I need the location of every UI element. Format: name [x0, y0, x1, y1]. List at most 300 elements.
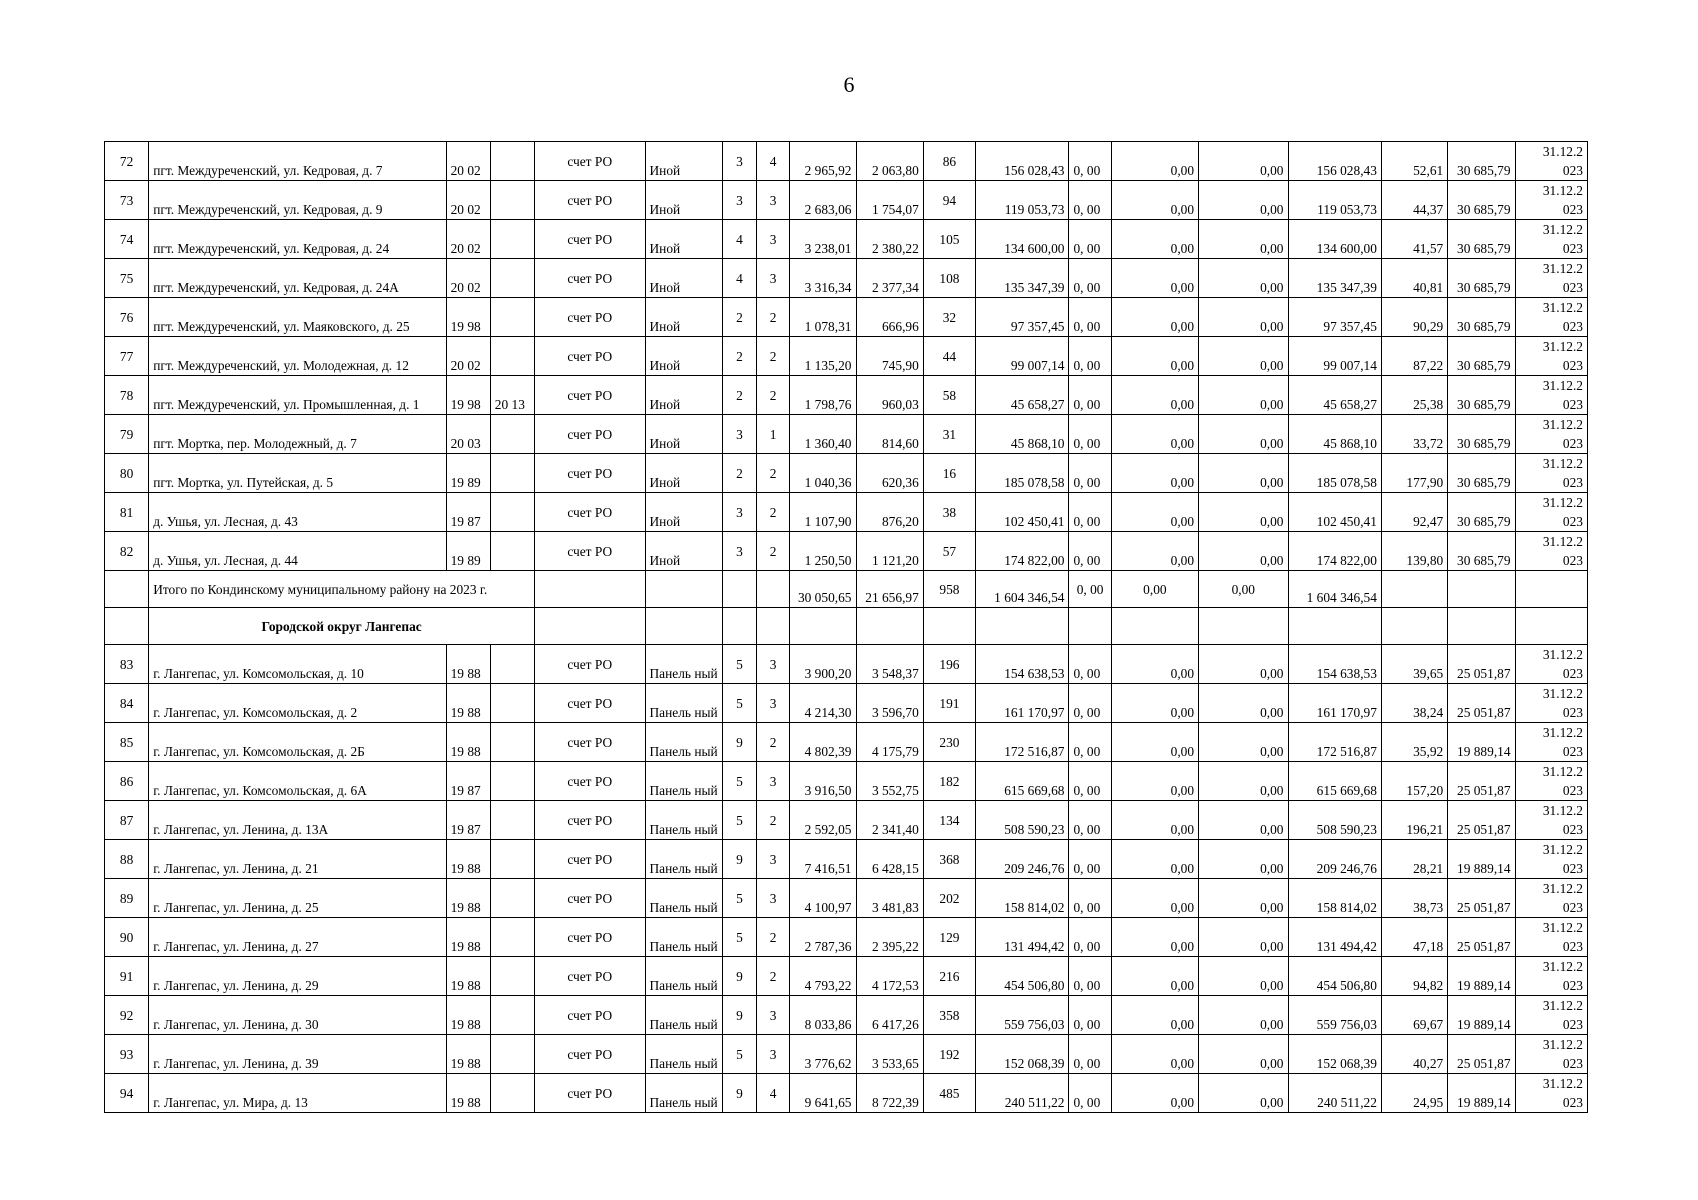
row-fund: счет РО [535, 1035, 646, 1074]
total-area-living: 21 656,97 [856, 571, 923, 608]
table-row [105, 298, 1588, 337]
row-number: 93 [105, 1035, 149, 1074]
row-wall-material: Панель ный [645, 957, 722, 996]
row-wall-material: Иной [645, 298, 722, 337]
row-year-repair [490, 918, 534, 957]
total-c2: 0,00 [1111, 571, 1198, 608]
row-cost-c3: 0,00 [1199, 879, 1288, 918]
row-residents: 230 [923, 723, 975, 762]
row-number: 82 [105, 532, 149, 571]
row-fund: счет РО [535, 996, 646, 1035]
row-residents: 32 [923, 298, 975, 337]
row-cost-c3: 0,00 [1199, 298, 1288, 337]
row-floors: 5 [722, 762, 756, 801]
row-unit-cost: 41,57 [1381, 220, 1447, 259]
row-cost-total: 454 506,80 [976, 957, 1069, 996]
row-limit-cost: 25 051,87 [1448, 801, 1515, 840]
row-year-built: 19 88 [446, 1074, 490, 1113]
row-fund: счет РО [535, 645, 646, 684]
row-floors: 5 [722, 801, 756, 840]
row-cost-c3: 0,00 [1199, 957, 1288, 996]
row-cost-c4: 508 590,23 [1288, 801, 1381, 840]
row-limit-cost: 25 051,87 [1448, 1035, 1515, 1074]
row-fund: счет РО [535, 493, 646, 532]
row-address: пгт. Междуреченский, ул. Молодежная, д. 12 [149, 337, 446, 376]
row-address: пгт. Междуреченский, ул. Промышленная, д. 1 [149, 376, 446, 415]
row-cost-c1: 0, 00 [1069, 493, 1111, 532]
row-area-living: 2 395,22 [856, 918, 923, 957]
row-unit-cost: 196,21 [1381, 801, 1447, 840]
row-year-repair [490, 645, 534, 684]
row-year-repair [490, 259, 534, 298]
row-cost-c1: 0, 00 [1069, 1074, 1111, 1113]
row-floors: 3 [722, 493, 756, 532]
row-wall-material: Панель ный [645, 684, 722, 723]
row-year-built: 19 89 [446, 454, 490, 493]
table-row [105, 996, 1588, 1035]
row-fund: счет РО [535, 684, 646, 723]
row-cost-c3: 0,00 [1199, 142, 1288, 181]
row-area-total: 3 238,01 [790, 220, 856, 259]
row-area-living: 2 341,40 [856, 801, 923, 840]
row-entrances: 3 [757, 840, 790, 879]
total-residents: 958 [923, 571, 975, 608]
row-wall-material: Иной [645, 259, 722, 298]
row-floors: 3 [722, 142, 756, 181]
row-floors: 5 [722, 684, 756, 723]
row-year-built: 19 87 [446, 801, 490, 840]
row-cost-c2: 0,00 [1111, 415, 1198, 454]
row-floors: 5 [722, 918, 756, 957]
total-row [105, 571, 1588, 608]
row-floors: 2 [722, 298, 756, 337]
row-cost-c4: 156 028,43 [1288, 142, 1381, 181]
row-year-repair [490, 1035, 534, 1074]
row-fund: счет РО [535, 337, 646, 376]
row-cost-c1: 0, 00 [1069, 259, 1111, 298]
row-area-total: 1 135,20 [790, 337, 856, 376]
row-fund: счет РО [535, 532, 646, 571]
row-residents: 58 [923, 376, 975, 415]
row-area-living: 3 596,70 [856, 684, 923, 723]
row-cost-total: 119 053,73 [976, 181, 1069, 220]
row-year-built: 19 88 [446, 840, 490, 879]
row-cost-c4: 102 450,41 [1288, 493, 1381, 532]
row-address: г. Лангепас, ул. Комсомольская, д. 6А [149, 762, 446, 801]
row-year-built: 19 88 [446, 684, 490, 723]
row-number: 79 [105, 415, 149, 454]
row-year-repair [490, 723, 534, 762]
table-row [105, 376, 1588, 415]
row-residents: 94 [923, 181, 975, 220]
row-entrances: 3 [757, 259, 790, 298]
row-fund: счет РО [535, 840, 646, 879]
row-area-living: 4 172,53 [856, 957, 923, 996]
row-deadline: 31.12.2 023 [1515, 493, 1587, 532]
row-area-total: 4 802,39 [790, 723, 856, 762]
row-year-repair [490, 493, 534, 532]
row-cost-c1: 0, 00 [1069, 532, 1111, 571]
row-wall-material: Иной [645, 415, 722, 454]
row-floors: 5 [722, 879, 756, 918]
row-unit-cost: 25,38 [1381, 376, 1447, 415]
row-area-total: 9 641,65 [790, 1074, 856, 1113]
row-cost-c1: 0, 00 [1069, 801, 1111, 840]
table-row [105, 957, 1588, 996]
table-body-kondinsky [105, 142, 1588, 571]
row-entrances: 3 [757, 645, 790, 684]
row-cost-c3: 0,00 [1199, 723, 1288, 762]
row-cost-c3: 0,00 [1199, 259, 1288, 298]
row-wall-material: Иной [645, 493, 722, 532]
row-year-built: 20 02 [446, 181, 490, 220]
total-c1: 0, 00 [1069, 571, 1111, 608]
row-area-living: 2 063,80 [856, 142, 923, 181]
row-cost-total: 135 347,39 [976, 259, 1069, 298]
row-year-built: 20 02 [446, 337, 490, 376]
row-wall-material: Панель ный [645, 645, 722, 684]
row-cost-c4: 134 600,00 [1288, 220, 1381, 259]
row-floors: 5 [722, 645, 756, 684]
row-cost-total: 102 450,41 [976, 493, 1069, 532]
row-cost-c3: 0,00 [1199, 220, 1288, 259]
total-c3: 0,00 [1199, 571, 1288, 608]
row-deadline: 31.12.2 023 [1515, 376, 1587, 415]
row-unit-cost: 157,20 [1381, 762, 1447, 801]
row-entrances: 3 [757, 762, 790, 801]
row-limit-cost: 19 889,14 [1448, 1074, 1515, 1113]
row-cost-c1: 0, 00 [1069, 957, 1111, 996]
row-year-built: 19 98 [446, 298, 490, 337]
row-fund: счет РО [535, 801, 646, 840]
row-cost-total: 131 494,42 [976, 918, 1069, 957]
table-row [105, 1074, 1588, 1113]
row-limit-cost: 30 685,79 [1448, 142, 1515, 181]
row-cost-c2: 0,00 [1111, 1074, 1198, 1113]
row-area-living: 1 754,07 [856, 181, 923, 220]
row-cost-c4: 154 638,53 [1288, 645, 1381, 684]
row-residents: 57 [923, 532, 975, 571]
row-entrances: 4 [757, 1074, 790, 1113]
row-year-repair [490, 181, 534, 220]
row-year-built: 20 03 [446, 415, 490, 454]
table-row [105, 879, 1588, 918]
row-entrances: 3 [757, 181, 790, 220]
row-unit-cost: 47,18 [1381, 918, 1447, 957]
row-floors: 9 [722, 957, 756, 996]
row-cost-c1: 0, 00 [1069, 415, 1111, 454]
row-area-total: 4 214,30 [790, 684, 856, 723]
row-floors: 9 [722, 723, 756, 762]
row-cost-total: 156 028,43 [976, 142, 1069, 181]
row-floors: 3 [722, 181, 756, 220]
row-unit-cost: 33,72 [1381, 415, 1447, 454]
row-address: пгт. Междуреченский, ул. Кедровая, д. 24 [149, 220, 446, 259]
row-cost-c3: 0,00 [1199, 840, 1288, 879]
row-area-total: 1 078,31 [790, 298, 856, 337]
table-row [105, 1035, 1588, 1074]
row-cost-c3: 0,00 [1199, 454, 1288, 493]
row-area-total: 3 316,34 [790, 259, 856, 298]
row-area-living: 8 722,39 [856, 1074, 923, 1113]
row-cost-total: 185 078,58 [976, 454, 1069, 493]
row-cost-c1: 0, 00 [1069, 220, 1111, 259]
row-cost-c2: 0,00 [1111, 454, 1198, 493]
row-cost-total: 559 756,03 [976, 996, 1069, 1035]
row-area-living: 3 533,65 [856, 1035, 923, 1074]
row-cost-c1: 0, 00 [1069, 918, 1111, 957]
row-cost-c4: 454 506,80 [1288, 957, 1381, 996]
row-cost-c4: 559 756,03 [1288, 996, 1381, 1035]
row-deadline: 31.12.2 023 [1515, 1074, 1587, 1113]
row-cost-c3: 0,00 [1199, 918, 1288, 957]
row-year-built: 19 87 [446, 762, 490, 801]
row-residents: 358 [923, 996, 975, 1035]
row-cost-c4: 240 511,22 [1288, 1074, 1381, 1113]
row-wall-material: Иной [645, 376, 722, 415]
row-year-repair [490, 532, 534, 571]
row-limit-cost: 30 685,79 [1448, 415, 1515, 454]
row-cost-c4: 161 170,97 [1288, 684, 1381, 723]
row-cost-total: 97 357,45 [976, 298, 1069, 337]
row-cost-c2: 0,00 [1111, 376, 1198, 415]
row-cost-c4: 119 053,73 [1288, 181, 1381, 220]
row-cost-c1: 0, 00 [1069, 1035, 1111, 1074]
row-wall-material: Панель ный [645, 801, 722, 840]
row-entrances: 3 [757, 684, 790, 723]
row-area-total: 1 798,76 [790, 376, 856, 415]
row-area-total: 1 250,50 [790, 532, 856, 571]
row-area-living: 666,96 [856, 298, 923, 337]
row-cost-c4: 99 007,14 [1288, 337, 1381, 376]
page-number: 6 [843, 72, 855, 97]
row-address: г. Лангепас, ул. Комсомольская, д. 2 [149, 684, 446, 723]
row-floors: 3 [722, 532, 756, 571]
row-wall-material: Иной [645, 454, 722, 493]
row-fund: счет РО [535, 259, 646, 298]
row-address: г. Лангепас, ул. Комсомольская, д. 10 [149, 645, 446, 684]
table-row [105, 918, 1588, 957]
row-address: г. Лангепас, ул. Комсомольская, д. 2Б [149, 723, 446, 762]
row-cost-c4: 131 494,42 [1288, 918, 1381, 957]
row-unit-cost: 39,65 [1381, 645, 1447, 684]
row-limit-cost: 30 685,79 [1448, 376, 1515, 415]
row-number: 80 [105, 454, 149, 493]
row-year-built: 19 88 [446, 879, 490, 918]
row-residents: 216 [923, 957, 975, 996]
row-year-repair: 20 13 [490, 376, 534, 415]
row-address: г. Лангепас, ул. Ленина, д. 13А [149, 801, 446, 840]
row-number: 90 [105, 918, 149, 957]
row-cost-c1: 0, 00 [1069, 840, 1111, 879]
total-cost: 1 604 346,54 [976, 571, 1069, 608]
row-area-living: 1 121,20 [856, 532, 923, 571]
row-year-repair [490, 684, 534, 723]
row-number: 94 [105, 1074, 149, 1113]
row-unit-cost: 90,29 [1381, 298, 1447, 337]
row-entrances: 2 [757, 298, 790, 337]
table-row [105, 801, 1588, 840]
row-number: 91 [105, 957, 149, 996]
row-residents: 196 [923, 645, 975, 684]
row-year-repair [490, 762, 534, 801]
row-limit-cost: 30 685,79 [1448, 259, 1515, 298]
row-number: 92 [105, 996, 149, 1035]
row-fund: счет РО [535, 454, 646, 493]
row-area-total: 2 965,92 [790, 142, 856, 181]
table-row [105, 415, 1588, 454]
row-cost-total: 172 516,87 [976, 723, 1069, 762]
row-area-living: 620,36 [856, 454, 923, 493]
row-deadline: 31.12.2 023 [1515, 454, 1587, 493]
row-year-repair [490, 337, 534, 376]
row-cost-c4: 174 822,00 [1288, 532, 1381, 571]
row-wall-material: Панель ный [645, 918, 722, 957]
row-cost-c2: 0,00 [1111, 532, 1198, 571]
row-entrances: 3 [757, 879, 790, 918]
row-year-built: 19 89 [446, 532, 490, 571]
row-floors: 3 [722, 415, 756, 454]
row-entrances: 4 [757, 142, 790, 181]
row-year-built: 19 88 [446, 645, 490, 684]
table-body-langepas [105, 645, 1588, 1113]
row-number: 81 [105, 493, 149, 532]
row-address: г. Лангепас, ул. Ленина, д. 27 [149, 918, 446, 957]
row-cost-c4: 97 357,45 [1288, 298, 1381, 337]
row-year-repair [490, 415, 534, 454]
row-wall-material: Панель ный [645, 840, 722, 879]
row-cost-c3: 0,00 [1199, 493, 1288, 532]
row-entrances: 2 [757, 532, 790, 571]
row-limit-cost: 25 051,87 [1448, 918, 1515, 957]
row-year-repair [490, 996, 534, 1035]
capital-repair-table [104, 141, 1588, 1113]
table-row [105, 645, 1588, 684]
row-fund: счет РО [535, 142, 646, 181]
row-cost-c2: 0,00 [1111, 298, 1198, 337]
row-area-total: 2 787,36 [790, 918, 856, 957]
row-entrances: 2 [757, 337, 790, 376]
row-cost-total: 508 590,23 [976, 801, 1069, 840]
row-residents: 485 [923, 1074, 975, 1113]
row-address: пгт. Междуреченский, ул. Кедровая, д. 24А [149, 259, 446, 298]
row-area-living: 876,20 [856, 493, 923, 532]
row-area-total: 7 416,51 [790, 840, 856, 879]
row-entrances: 2 [757, 801, 790, 840]
row-number: 85 [105, 723, 149, 762]
row-wall-material: Иной [645, 142, 722, 181]
row-floors: 4 [722, 220, 756, 259]
row-number: 89 [105, 879, 149, 918]
row-cost-total: 152 068,39 [976, 1035, 1069, 1074]
row-entrances: 1 [757, 415, 790, 454]
row-cost-c3: 0,00 [1199, 996, 1288, 1035]
row-year-built: 19 88 [446, 1035, 490, 1074]
row-entrances: 3 [757, 220, 790, 259]
row-residents: 191 [923, 684, 975, 723]
row-deadline: 31.12.2 023 [1515, 801, 1587, 840]
row-limit-cost: 19 889,14 [1448, 840, 1515, 879]
row-cost-c4: 172 516,87 [1288, 723, 1381, 762]
row-deadline: 31.12.2 023 [1515, 645, 1587, 684]
row-residents: 202 [923, 879, 975, 918]
row-fund: счет РО [535, 415, 646, 454]
row-year-built: 19 88 [446, 957, 490, 996]
row-unit-cost: 69,67 [1381, 996, 1447, 1035]
row-cost-c2: 0,00 [1111, 220, 1198, 259]
row-year-repair [490, 840, 534, 879]
row-area-total: 2 683,06 [790, 181, 856, 220]
row-residents: 86 [923, 142, 975, 181]
table-row [105, 454, 1588, 493]
row-limit-cost: 25 051,87 [1448, 762, 1515, 801]
row-limit-cost: 30 685,79 [1448, 337, 1515, 376]
row-fund: счет РО [535, 181, 646, 220]
row-year-built: 19 87 [446, 493, 490, 532]
row-cost-total: 174 822,00 [976, 532, 1069, 571]
row-cost-total: 209 246,76 [976, 840, 1069, 879]
row-address: г. Лангепас, ул. Ленина, д. 29 [149, 957, 446, 996]
row-cost-c3: 0,00 [1199, 684, 1288, 723]
row-year-repair [490, 1074, 534, 1113]
row-cost-c2: 0,00 [1111, 142, 1198, 181]
row-number: 77 [105, 337, 149, 376]
row-cost-c2: 0,00 [1111, 1035, 1198, 1074]
row-unit-cost: 35,92 [1381, 723, 1447, 762]
table-row [105, 723, 1588, 762]
row-wall-material: Иной [645, 532, 722, 571]
total-area-total: 30 050,65 [790, 571, 856, 608]
row-year-built: 20 02 [446, 142, 490, 181]
table-row [105, 840, 1588, 879]
row-wall-material: Иной [645, 181, 722, 220]
row-area-total: 1 107,90 [790, 493, 856, 532]
row-address: пгт. Мортка, ул. Путейская, д. 5 [149, 454, 446, 493]
row-number: 75 [105, 259, 149, 298]
row-floors: 5 [722, 1035, 756, 1074]
row-residents: 16 [923, 454, 975, 493]
row-address: г. Лангепас, ул. Ленина, д. 21 [149, 840, 446, 879]
row-fund: счет РО [535, 298, 646, 337]
row-address: г. Лангепас, ул. Ленина, д. 25 [149, 879, 446, 918]
row-entrances: 2 [757, 957, 790, 996]
row-cost-c1: 0, 00 [1069, 645, 1111, 684]
row-area-living: 814,60 [856, 415, 923, 454]
row-entrances: 2 [757, 454, 790, 493]
table-row [105, 493, 1588, 532]
row-cost-c4: 209 246,76 [1288, 840, 1381, 879]
row-deadline: 31.12.2 023 [1515, 879, 1587, 918]
row-unit-cost: 24,95 [1381, 1074, 1447, 1113]
row-residents: 44 [923, 337, 975, 376]
row-cost-c3: 0,00 [1199, 376, 1288, 415]
row-entrances: 2 [757, 723, 790, 762]
row-cost-c2: 0,00 [1111, 259, 1198, 298]
row-wall-material: Панель ный [645, 879, 722, 918]
row-year-built: 19 98 [446, 376, 490, 415]
row-cost-total: 45 658,27 [976, 376, 1069, 415]
row-area-living: 3 548,37 [856, 645, 923, 684]
row-residents: 368 [923, 840, 975, 879]
row-cost-c3: 0,00 [1199, 645, 1288, 684]
row-cost-total: 134 600,00 [976, 220, 1069, 259]
row-cost-c2: 0,00 [1111, 645, 1198, 684]
row-area-total: 4 100,97 [790, 879, 856, 918]
row-year-repair [490, 220, 534, 259]
row-number: 78 [105, 376, 149, 415]
row-cost-c4: 45 658,27 [1288, 376, 1381, 415]
row-cost-c4: 152 068,39 [1288, 1035, 1381, 1074]
